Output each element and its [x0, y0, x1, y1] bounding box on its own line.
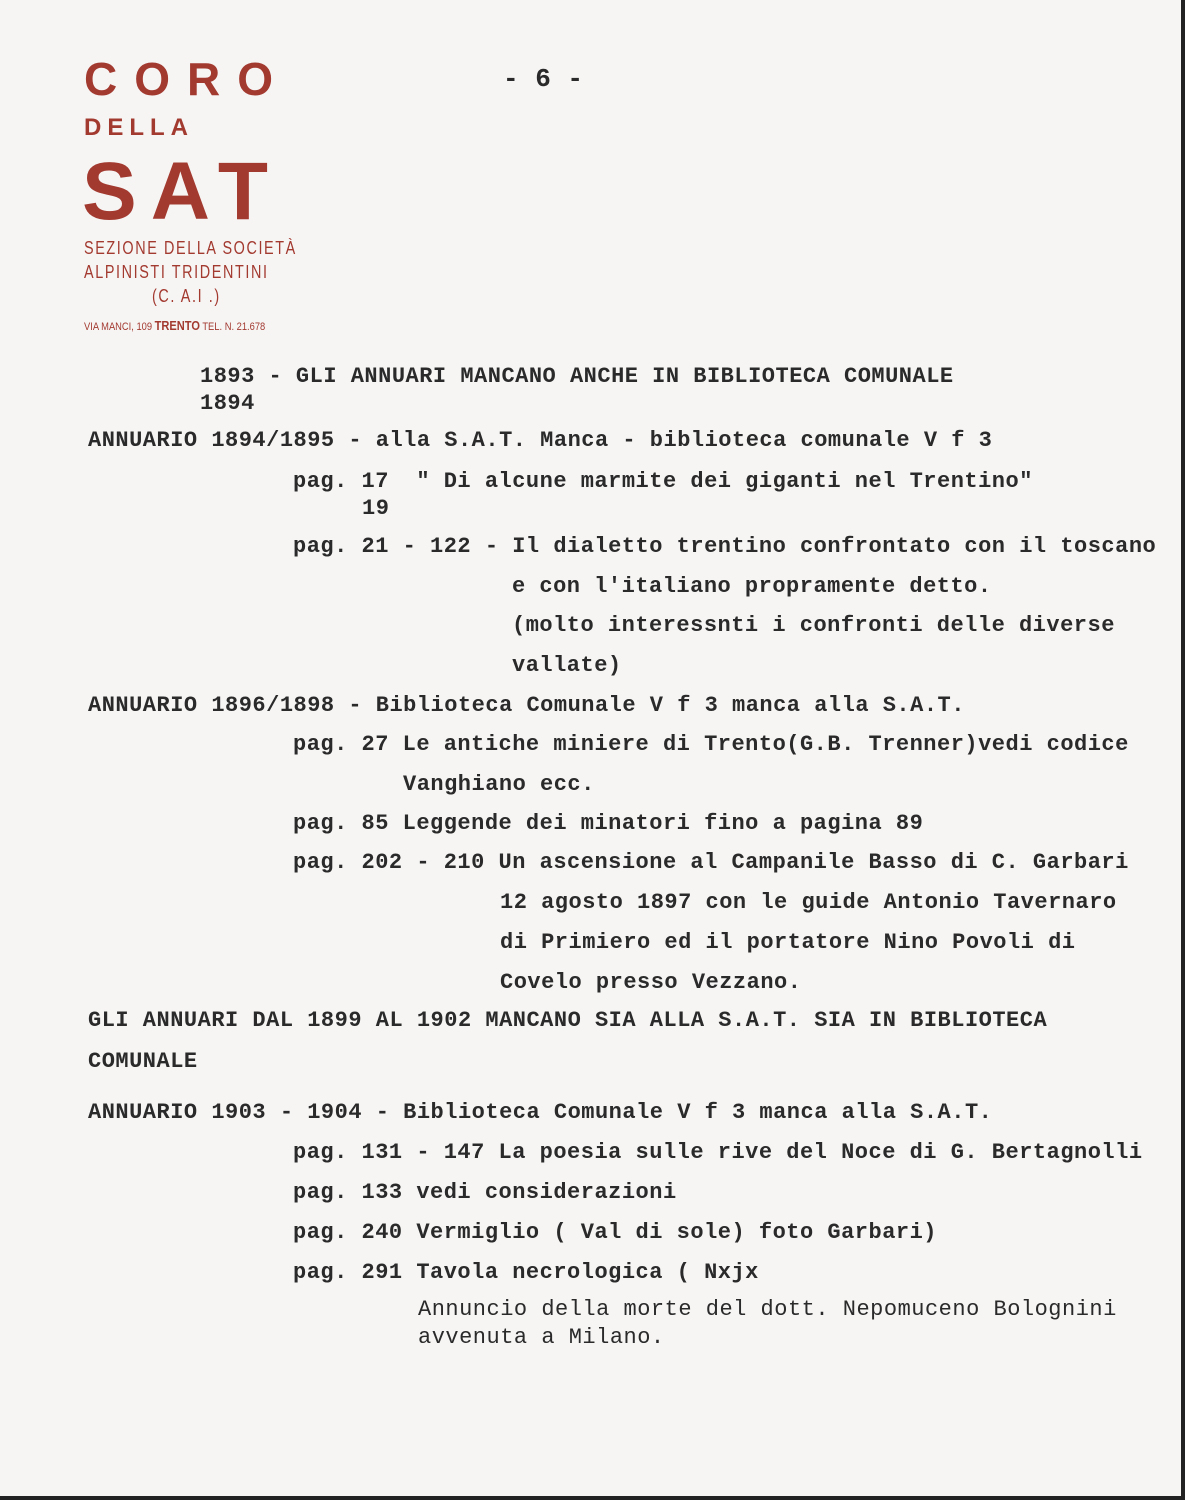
text-line: 19 [362, 496, 390, 521]
text-line: COMUNALE [88, 1049, 198, 1074]
letterhead-address [84, 318, 265, 333]
letterhead-subtitle-3: (C. A.I .) [152, 286, 221, 306]
text-line: avvenuta a Milano. [418, 1325, 665, 1350]
text-line: 1894 [200, 391, 255, 416]
letterhead-subtitle-1: SEZIONE DELLA SOCIETÀ [84, 238, 297, 258]
text-line: Annuncio della morte del dott. Nepomuceno Bolognini [418, 1297, 1117, 1322]
text-line: ANNUARIO 1896/1898 - Biblioteca Comunale V f 3 manca alla S.A.T. [88, 693, 965, 718]
text-line: (molto interessnti i confronti delle diverse [512, 613, 1115, 638]
text-line: ANNUARIO 1894/1895 - alla S.A.T. Manca - biblioteca comunale V f 3 [88, 428, 993, 453]
text-line: 12 agosto 1897 con le guide Antonio Tavernaro [500, 890, 1117, 915]
text-line: di Primiero ed il portatore Nino Povoli di [500, 930, 1076, 955]
text-line: pag. 85 Leggende dei minatori fino a pagina 89 [293, 811, 924, 836]
page-number: - 6 - [503, 64, 584, 94]
text-line: 1893 - GLI ANNUARI MANCANO ANCHE IN BIBLIOTECA COMUNALE [200, 364, 954, 389]
text-line: pag. 27 Le antiche miniere di Trento(G.B. Trenner)vedi codice [293, 732, 1129, 757]
letterhead-sat: SAT [82, 146, 282, 237]
text-line: pag. 17 " Di alcune marmite dei giganti nel Trentino" [293, 469, 1033, 494]
text-line: Vanghiano ecc. [403, 772, 595, 797]
address-street: VIA MANCI, 109 [84, 321, 155, 333]
letterhead-subtitle-2: ALPINISTI TRIDENTINI [84, 262, 269, 282]
text-line: e con l'italiano propramente detto. [512, 574, 992, 599]
letterhead-della: DELLA [84, 114, 194, 141]
text-line: vallate) [512, 653, 622, 678]
letterhead-coro: CORO [84, 53, 290, 105]
text-line: pag. 291 Tavola necrologica ( Nxjx [293, 1260, 759, 1285]
text-line: pag. 21 - 122 - Il dialetto trentino confrontato con il toscano [293, 534, 1157, 559]
address-phone: TEL. N. 21.678 [199, 321, 266, 333]
text-line: Covelo presso Vezzano. [500, 970, 802, 995]
text-line: ANNUARIO 1903 - 1904 - Biblioteca Comunale V f 3 manca alla S.A.T. [88, 1100, 993, 1125]
address-city: TRENTO [154, 318, 200, 333]
text-line: pag. 202 - 210 Un ascensione al Campanile Basso di C. Garbari [293, 850, 1129, 875]
text-line: pag. 131 - 147 La poesia sulle rive del Noce di G. Bertagnolli [293, 1140, 1143, 1165]
text-line: pag. 133 vedi considerazioni [293, 1180, 677, 1205]
text-line: GLI ANNUARI DAL 1899 AL 1902 MANCANO SIA ALLA S.A.T. SIA IN BIBLIOTECA [88, 1008, 1048, 1033]
text-line: pag. 240 Vermiglio ( Val di sole) foto Garbari) [293, 1220, 938, 1245]
